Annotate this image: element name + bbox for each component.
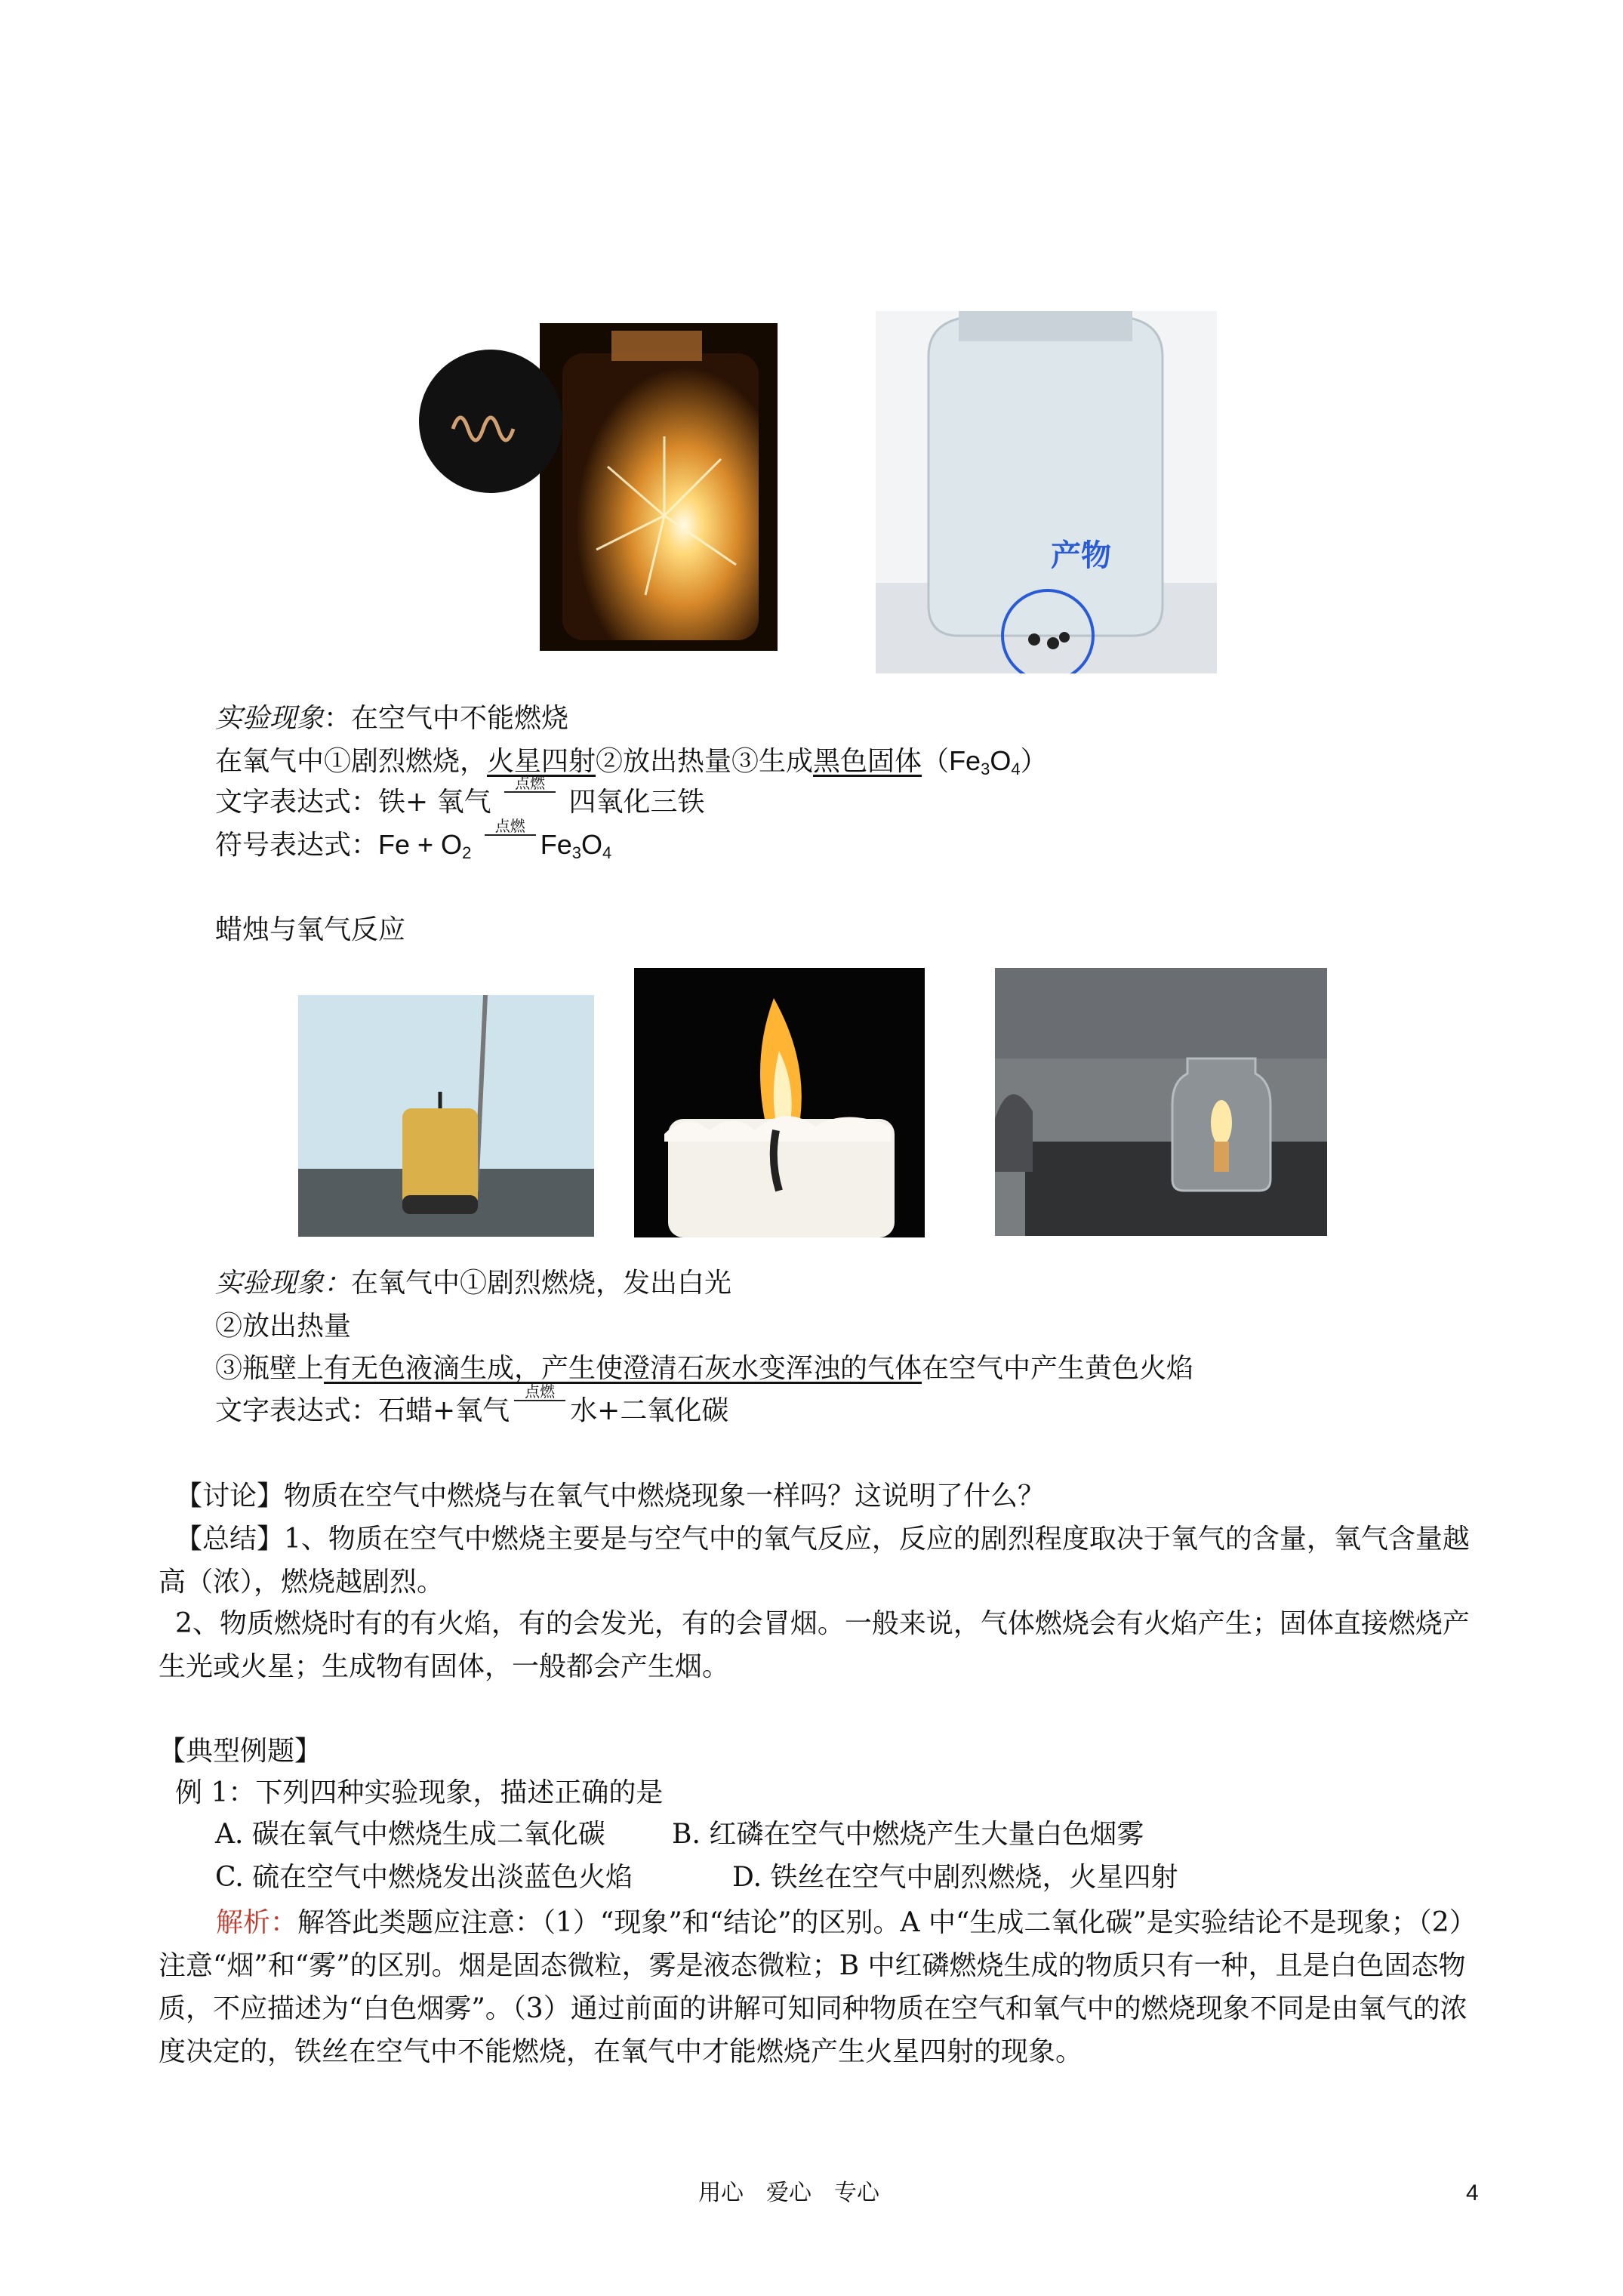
examples-heading: 【典型例题】	[159, 1736, 322, 1767]
analysis-label: 解析：	[216, 1907, 298, 1938]
summary-2: 2、物质燃烧时有的有火焰，有的会发光，有的会冒烟。一般来说，气体燃烧会有火焰产生；固体直接燃烧产生光或火星；生成物有固体，一般都会产生烟。	[159, 1608, 1470, 1682]
phenomenon-label: 实验现象	[215, 703, 325, 734]
iron-product-photo	[876, 311, 1217, 673]
candle-word-equation: 文字表达式：石蜡+氧气 点燃 水+二氧化碳	[215, 1392, 728, 1430]
iron-oxygen-line: 在氧气中①剧烈燃烧，火星四射②放出热量③生成黑色固体$(Fe_3O_4)$	[215, 745, 1048, 778]
summary-1: 【总结】1、物质在空气中燃烧主要是与空气中的氧气反应，反应的剧烈程度取决于氧气的含量，氧气含量越高（浓），燃烧越剧烈。	[159, 1524, 1470, 1598]
underlined-droplets: 有无色液滴生成，产生使澄清石灰水变浑浊的气体	[324, 1353, 922, 1384]
phenomenon-label: 实验现象：	[215, 1268, 352, 1299]
underlined-sparks: 火星四射	[487, 746, 596, 777]
footer-motto: 用心 爱心 专心	[698, 2180, 879, 2206]
iron-phenomenon-line: 实验现象：在空气中不能燃烧	[215, 703, 569, 734]
option-d: D. 铁丝在空气中剧烈燃烧，火星四射	[732, 1862, 1178, 1893]
example-1-question: 例 1：下列四种实验现象，描述正确的是	[175, 1777, 664, 1808]
ignite-condition: 点燃	[500, 784, 560, 821]
analysis-text: 解答此类题应注意：（1）“现象”和“结论”的区别。A 中“生成二氧化碳”是实验结论不是现象；（2）注意“烟”和“雾”的区别。烟是固态微粒，雾是液态微粒；B 中红磷燃烧生成的物质只有一种，且是白色固态物质，不应描述为“白色烟雾”。（3）通过前面的讲解可知同种物质在空气和氧气中的燃烧现象不同是由氧气的浓度决定的，铁丝在空气中不能燃烧，在氧气中才能燃烧产生火星四射的现象。	[159, 1907, 1477, 2067]
iron-symbol-equation: 符号表达式：$Fe + O_2$ 点燃 $Fe_3O_4$	[215, 826, 611, 872]
option-b: B. 红磷在空气中燃烧产生大量白色烟雾	[672, 1819, 1144, 1850]
iron-burning-photo	[419, 323, 778, 651]
page-number: 4	[1466, 2180, 1479, 2205]
ignite-condition: 点燃	[510, 1392, 570, 1430]
candle-photo-2	[634, 968, 925, 1237]
candle-phenomenon-line3: ③瓶壁上有无色液滴生成，产生使澄清石灰水变浑浊的气体在空气中产生黄色火焰	[215, 1353, 1194, 1384]
analysis	[159, 1901, 1487, 2073]
iron-word-equation: 文字表达式：铁+ 氧气 点燃 四氧化三铁	[215, 784, 705, 821]
candle-phenomenon-line1: 实验现象：在氧气中①剧烈燃烧，发出白光	[215, 1268, 732, 1299]
candle-section-title: 蜡烛与氧气反应	[215, 914, 406, 945]
option-a: A. 碳在氧气中燃烧生成二氧化碳	[215, 1819, 605, 1850]
underlined-black-solid: 黑色固体	[813, 746, 922, 777]
candle-photo-3	[995, 968, 1327, 1236]
phenomenon-air: 在空气中不能燃烧	[351, 703, 569, 734]
product-label: 产物	[1051, 539, 1111, 572]
ignite-condition: 点燃	[480, 827, 540, 864]
candle-photo-1	[298, 995, 594, 1237]
discussion: 【讨论】物质在空气中燃烧与在氧气中燃烧现象一样吗？这说明了什么？	[175, 1481, 1046, 1512]
option-c: C. 硫在空气中燃烧发出淡蓝色火焰	[215, 1862, 633, 1893]
candle-phenomenon-line2: ②放出热量	[215, 1311, 352, 1342]
